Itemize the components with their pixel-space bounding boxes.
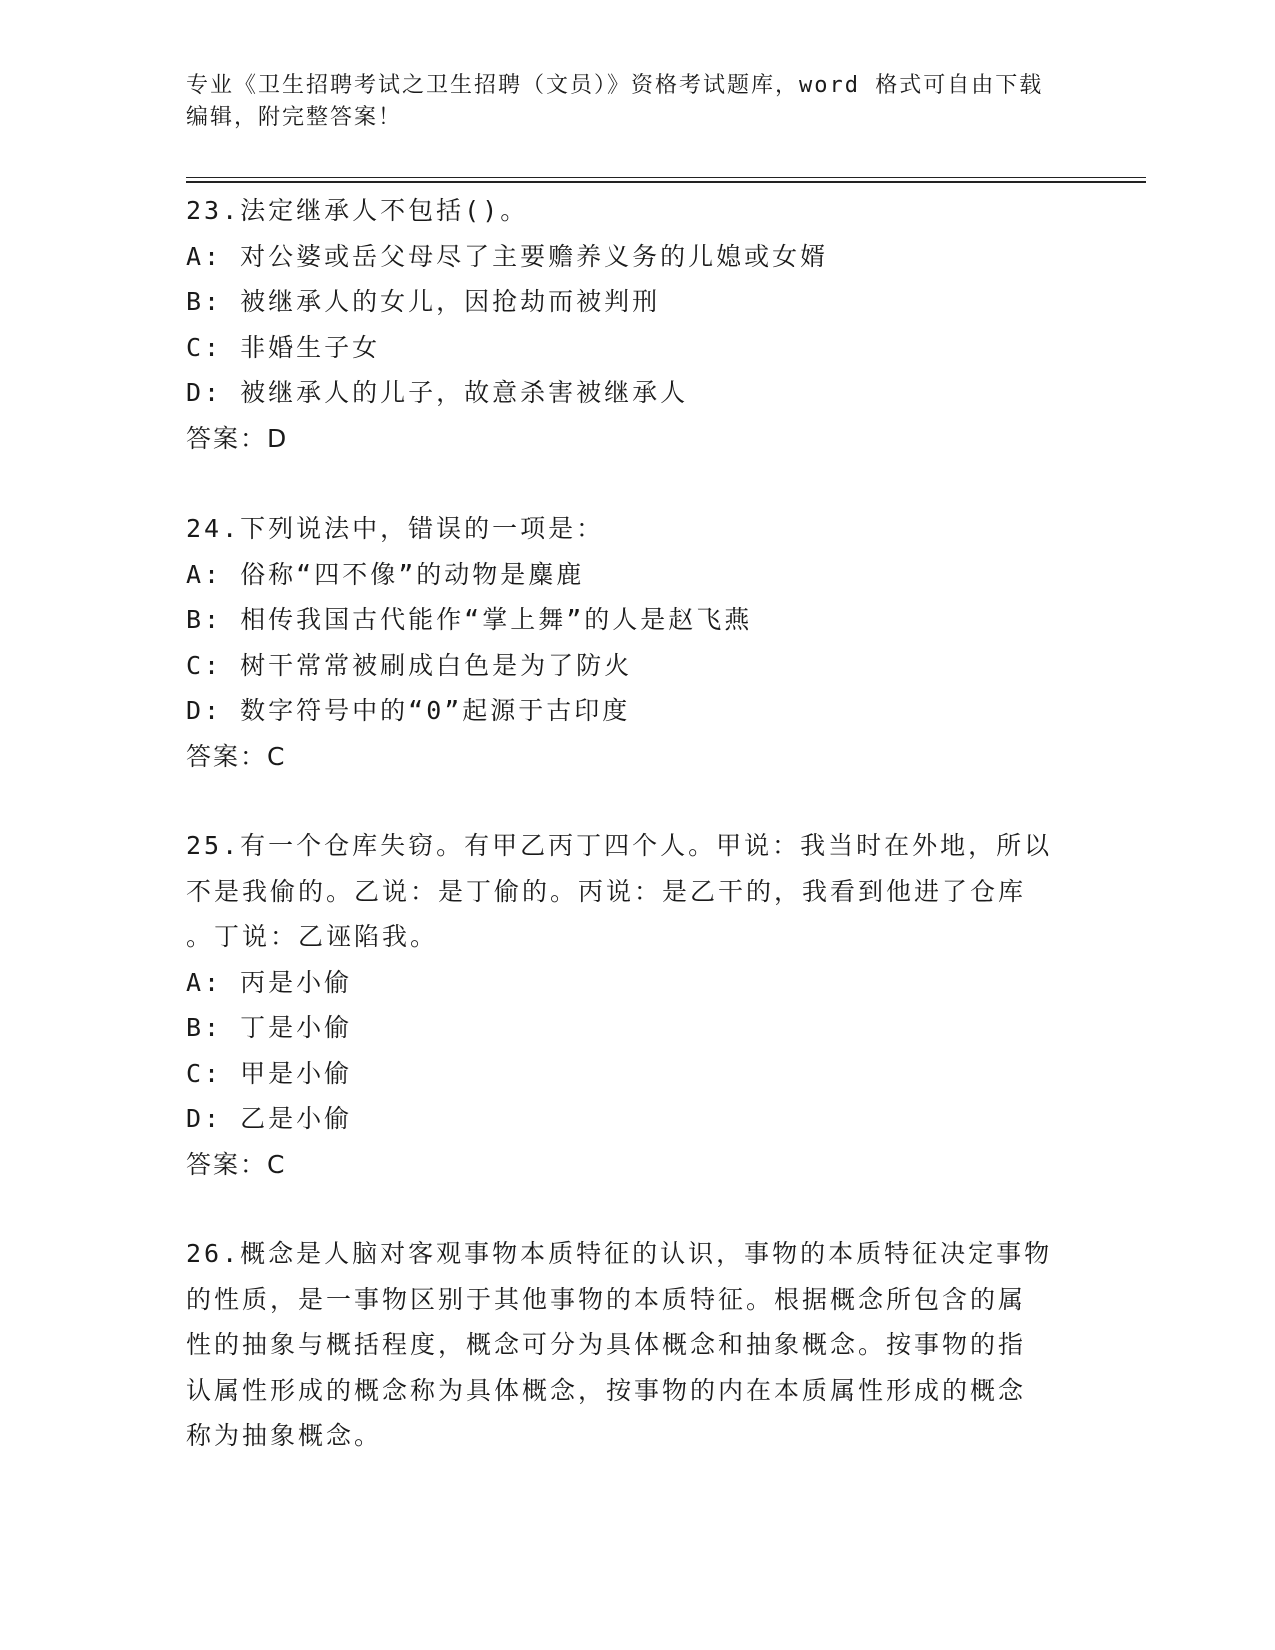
option-a: A: 对公婆或岳父母尽了主要赡养义务的儿媳或女婿 bbox=[186, 241, 829, 271]
intro-line-2: 编辑，附完整答案！ bbox=[186, 105, 403, 130]
question-stem-line-1: 25.有一个仓库失窃。有甲乙丙丁四个人。甲说：我当时在外地，所以 bbox=[186, 831, 1053, 860]
option-d: D: 乙是小偷 bbox=[186, 1104, 353, 1133]
answer-text: 答案：C bbox=[186, 741, 287, 771]
option-c: C: 甲是小偷 bbox=[186, 1058, 353, 1088]
option-b: B: 被继承人的女儿，因抢劫而被判刑 bbox=[186, 287, 661, 316]
intro-line-1: 专业《卫生招聘考试之卫生招聘（文员）》资格考试题库，word 格式可自由下载 bbox=[186, 73, 1044, 98]
option-a: A: 丙是小偷 bbox=[186, 967, 353, 997]
option-b: B: 相传我国古代能作“掌上舞”的人是赵飞燕 bbox=[186, 605, 753, 634]
question-26 bbox=[186, 1231, 1066, 1459]
question-stem-line-1: 26.概念是人脑对客观事物本质特征的认识，事物的本质特征决定事物 bbox=[186, 1239, 1053, 1268]
option-b: B: 丁是小偷 bbox=[186, 1013, 353, 1042]
option-c: C: 树干常常被刷成白色是为了防火 bbox=[186, 650, 633, 680]
question-stem-line-2: 的性质，是一事物区别于其他事物的本质特征。根据概念所包含的属 bbox=[186, 1284, 1027, 1314]
question-stem: 23.法定继承人不包括()。 bbox=[186, 196, 529, 225]
option-a: A: 俗称“四不像”的动物是麋鹿 bbox=[186, 559, 585, 589]
answer-text: 答案：D bbox=[186, 423, 289, 453]
question-24 bbox=[186, 506, 1066, 779]
question-stem-line-3: 。丁说：乙诬陷我。 bbox=[186, 922, 439, 951]
header-divider-thick bbox=[186, 181, 1146, 183]
question-25 bbox=[186, 823, 1066, 1187]
header-divider-thin bbox=[186, 177, 1146, 178]
question-stem-line-5: 称为抽象概念。 bbox=[186, 1421, 383, 1450]
option-c: C: 非婚生子女 bbox=[186, 332, 381, 362]
option-d: D: 被继承人的儿子，故意杀害被继承人 bbox=[186, 378, 689, 407]
question-23 bbox=[186, 188, 1066, 461]
question-stem-line-2: 不是我偷的。乙说：是丁偷的。丙说：是乙干的，我看到他进了仓库 bbox=[186, 876, 1027, 906]
question-stem-line-3: 性的抽象与概括程度，概念可分为具体概念和抽象概念。按事物的指 bbox=[186, 1330, 1027, 1359]
option-d: D: 数字符号中的“0”起源于古印度 bbox=[186, 696, 631, 725]
question-stem: 24.下列说法中，错误的一项是： bbox=[186, 514, 605, 543]
question-stem-line-4: 认属性形成的概念称为具体概念，按事物的内在本质属性形成的概念 bbox=[186, 1375, 1027, 1405]
document-intro bbox=[186, 70, 1066, 134]
answer-text: 答案：C bbox=[186, 1149, 287, 1179]
